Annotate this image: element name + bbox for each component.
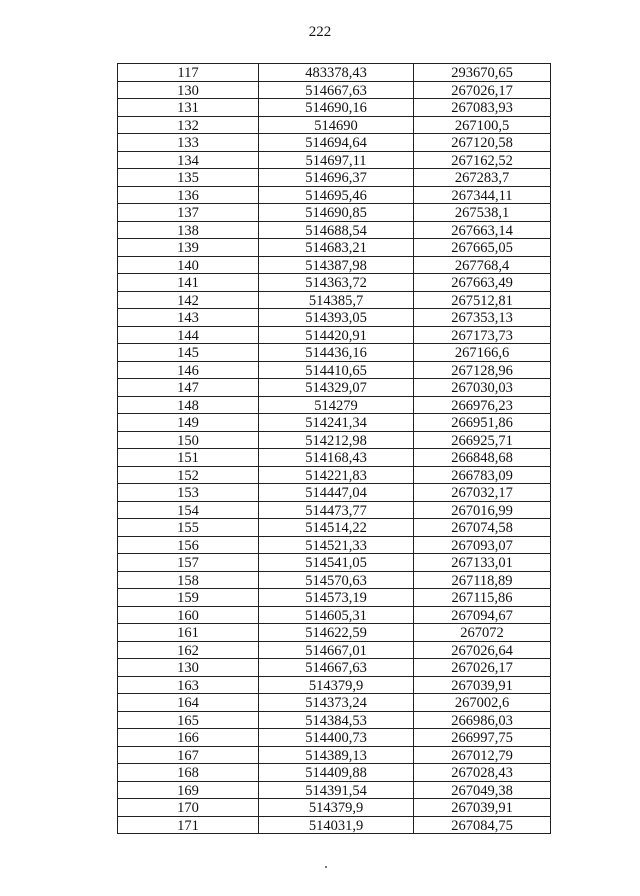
point-number-cell: 136	[118, 186, 259, 204]
table-row	[118, 659, 551, 677]
y-coordinate-cell: 267083,93	[414, 99, 551, 117]
table-row	[118, 676, 551, 694]
y-coordinate-cell: 267039,91	[414, 676, 551, 694]
table-row	[118, 554, 551, 572]
y-coordinate-cell: 266997,75	[414, 729, 551, 747]
table-row	[118, 274, 551, 292]
y-coordinate-cell: 267512,81	[414, 291, 551, 309]
table-row	[118, 624, 551, 642]
table-row	[118, 484, 551, 502]
point-number-cell: 149	[118, 414, 259, 432]
x-coordinate-cell: 514400,73	[259, 729, 414, 747]
table-row	[118, 711, 551, 729]
point-number-cell: 144	[118, 326, 259, 344]
x-coordinate-cell: 514447,04	[259, 484, 414, 502]
x-coordinate-cell: 514473,77	[259, 501, 414, 519]
table-row	[118, 431, 551, 449]
y-coordinate-cell: 267039,91	[414, 799, 551, 817]
y-coordinate-cell: 267002,6	[414, 694, 551, 712]
x-coordinate-cell: 514688,54	[259, 221, 414, 239]
y-coordinate-cell: 267344,11	[414, 186, 551, 204]
point-number-cell: 142	[118, 291, 259, 309]
y-coordinate-cell: 267663,14	[414, 221, 551, 239]
point-number-cell: 139	[118, 239, 259, 257]
table-row	[118, 204, 551, 222]
table-row	[118, 151, 551, 169]
page-number: 222	[308, 24, 332, 40]
point-number-cell: 151	[118, 449, 259, 467]
x-coordinate-cell: 514690,85	[259, 204, 414, 222]
x-coordinate-cell: 514695,46	[259, 186, 414, 204]
x-coordinate-cell: 514379,9	[259, 676, 414, 694]
table-row	[118, 64, 551, 82]
x-coordinate-cell: 514379,9	[259, 799, 414, 817]
table-row	[118, 449, 551, 467]
y-coordinate-cell: 267665,05	[414, 239, 551, 257]
y-coordinate-cell: 267768,4	[414, 256, 551, 274]
x-coordinate-cell: 514570,63	[259, 571, 414, 589]
table-row	[118, 186, 551, 204]
x-coordinate-cell: 514541,05	[259, 554, 414, 572]
table-row	[118, 501, 551, 519]
x-coordinate-cell: 514373,24	[259, 694, 414, 712]
table-row	[118, 309, 551, 327]
x-coordinate-cell: 514393,05	[259, 309, 414, 327]
x-coordinate-cell: 514667,01	[259, 641, 414, 659]
table-row	[118, 99, 551, 117]
x-coordinate-cell: 514420,91	[259, 326, 414, 344]
point-number-cell: 163	[118, 676, 259, 694]
x-coordinate-cell: 514409,88	[259, 764, 414, 782]
table-row	[118, 81, 551, 99]
x-coordinate-cell: 514212,98	[259, 431, 414, 449]
point-number-cell: 162	[118, 641, 259, 659]
x-coordinate-cell: 514241,34	[259, 414, 414, 432]
x-coordinate-cell: 514683,21	[259, 239, 414, 257]
coordinates-table-body	[118, 64, 551, 834]
table-row	[118, 291, 551, 309]
table-row	[118, 256, 551, 274]
point-number-cell: 135	[118, 169, 259, 187]
point-number-cell: 143	[118, 309, 259, 327]
x-coordinate-cell: 514031,9	[259, 816, 414, 834]
y-coordinate-cell: 267283,7	[414, 169, 551, 187]
x-coordinate-cell: 514168,43	[259, 449, 414, 467]
table-row	[118, 221, 551, 239]
table-row	[118, 606, 551, 624]
point-number-cell: 169	[118, 781, 259, 799]
x-coordinate-cell: 514605,31	[259, 606, 414, 624]
point-number-cell: 133	[118, 134, 259, 152]
point-number-cell: 160	[118, 606, 259, 624]
table-row	[118, 414, 551, 432]
y-coordinate-cell: 267026,17	[414, 659, 551, 677]
point-number-cell: 130	[118, 659, 259, 677]
x-coordinate-cell: 514514,22	[259, 519, 414, 537]
x-coordinate-cell: 514385,7	[259, 291, 414, 309]
y-coordinate-cell: 267128,96	[414, 361, 551, 379]
x-coordinate-cell: 514221,83	[259, 466, 414, 484]
table-row	[118, 589, 551, 607]
table-row	[118, 239, 551, 257]
point-number-cell: 132	[118, 116, 259, 134]
y-coordinate-cell: 267084,75	[414, 816, 551, 834]
table-row	[118, 799, 551, 817]
y-coordinate-cell: 267115,86	[414, 589, 551, 607]
point-number-cell: 154	[118, 501, 259, 519]
y-coordinate-cell: 267016,99	[414, 501, 551, 519]
point-number-cell: 145	[118, 344, 259, 362]
point-number-cell: 147	[118, 379, 259, 397]
point-number-cell: 134	[118, 151, 259, 169]
point-number-cell: 167	[118, 746, 259, 764]
point-number-cell: 153	[118, 484, 259, 502]
table-row	[118, 729, 551, 747]
x-coordinate-cell: 514667,63	[259, 81, 414, 99]
point-number-cell: 117	[118, 64, 259, 82]
y-coordinate-cell: 267026,17	[414, 81, 551, 99]
y-coordinate-cell: 267094,67	[414, 606, 551, 624]
table-row	[118, 781, 551, 799]
y-coordinate-cell: 267074,58	[414, 519, 551, 537]
point-number-cell: 159	[118, 589, 259, 607]
y-coordinate-cell: 266925,71	[414, 431, 551, 449]
x-coordinate-cell: 483378,43	[259, 64, 414, 82]
y-coordinate-cell: 267538,1	[414, 204, 551, 222]
table-row	[118, 379, 551, 397]
point-number-cell: 171	[118, 816, 259, 834]
point-number-cell: 155	[118, 519, 259, 537]
x-coordinate-cell: 514622,59	[259, 624, 414, 642]
table-row	[118, 169, 551, 187]
x-coordinate-cell: 514521,33	[259, 536, 414, 554]
point-number-cell: 138	[118, 221, 259, 239]
x-coordinate-cell: 514391,54	[259, 781, 414, 799]
x-coordinate-cell: 514363,72	[259, 274, 414, 292]
point-number-cell: 164	[118, 694, 259, 712]
table-row	[118, 571, 551, 589]
x-coordinate-cell: 514697,11	[259, 151, 414, 169]
point-number-cell: 140	[118, 256, 259, 274]
y-coordinate-cell: 267032,17	[414, 484, 551, 502]
point-number-cell: 165	[118, 711, 259, 729]
y-coordinate-cell: 267072	[414, 624, 551, 642]
coordinates-table	[117, 63, 551, 834]
table-row	[118, 326, 551, 344]
y-coordinate-cell: 267093,07	[414, 536, 551, 554]
y-coordinate-cell: 267166,6	[414, 344, 551, 362]
table-row	[118, 396, 551, 414]
point-number-cell: 157	[118, 554, 259, 572]
y-coordinate-cell: 266848,68	[414, 449, 551, 467]
table-row	[118, 361, 551, 379]
point-number-cell: 156	[118, 536, 259, 554]
point-number-cell: 150	[118, 431, 259, 449]
y-coordinate-cell: 267028,43	[414, 764, 551, 782]
y-coordinate-cell: 266976,23	[414, 396, 551, 414]
y-coordinate-cell: 266783,09	[414, 466, 551, 484]
table-row	[118, 116, 551, 134]
x-coordinate-cell: 514410,65	[259, 361, 414, 379]
table-row	[118, 764, 551, 782]
table-row	[118, 641, 551, 659]
x-coordinate-cell: 514690,16	[259, 99, 414, 117]
x-coordinate-cell: 514573,19	[259, 589, 414, 607]
scan-speck	[325, 866, 327, 868]
y-coordinate-cell: 267026,64	[414, 641, 551, 659]
y-coordinate-cell: 267173,73	[414, 326, 551, 344]
y-coordinate-cell: 267118,89	[414, 571, 551, 589]
point-number-cell: 146	[118, 361, 259, 379]
y-coordinate-cell: 266951,86	[414, 414, 551, 432]
y-coordinate-cell: 266986,03	[414, 711, 551, 729]
y-coordinate-cell: 267353,13	[414, 309, 551, 327]
point-number-cell: 166	[118, 729, 259, 747]
y-coordinate-cell: 267120,58	[414, 134, 551, 152]
x-coordinate-cell: 514696,37	[259, 169, 414, 187]
x-coordinate-cell: 514667,63	[259, 659, 414, 677]
point-number-cell: 130	[118, 81, 259, 99]
x-coordinate-cell: 514279	[259, 396, 414, 414]
x-coordinate-cell: 514389,13	[259, 746, 414, 764]
table-row	[118, 134, 551, 152]
table-row	[118, 344, 551, 362]
table-row	[118, 536, 551, 554]
x-coordinate-cell: 514694,64	[259, 134, 414, 152]
y-coordinate-cell: 267012,79	[414, 746, 551, 764]
x-coordinate-cell: 514387,98	[259, 256, 414, 274]
x-coordinate-cell: 514436,16	[259, 344, 414, 362]
point-number-cell: 168	[118, 764, 259, 782]
x-coordinate-cell: 514690	[259, 116, 414, 134]
point-number-cell: 141	[118, 274, 259, 292]
point-number-cell: 131	[118, 99, 259, 117]
point-number-cell: 148	[118, 396, 259, 414]
table-row	[118, 466, 551, 484]
y-coordinate-cell: 267049,38	[414, 781, 551, 799]
y-coordinate-cell: 267133,01	[414, 554, 551, 572]
point-number-cell: 161	[118, 624, 259, 642]
point-number-cell: 137	[118, 204, 259, 222]
y-coordinate-cell: 267663,49	[414, 274, 551, 292]
x-coordinate-cell: 514329,07	[259, 379, 414, 397]
y-coordinate-cell: 267030,03	[414, 379, 551, 397]
x-coordinate-cell: 514384,53	[259, 711, 414, 729]
point-number-cell: 152	[118, 466, 259, 484]
point-number-cell: 158	[118, 571, 259, 589]
y-coordinate-cell: 267100,5	[414, 116, 551, 134]
table-row	[118, 519, 551, 537]
table-row	[118, 746, 551, 764]
point-number-cell: 170	[118, 799, 259, 817]
table-row	[118, 694, 551, 712]
y-coordinate-cell: 267162,52	[414, 151, 551, 169]
y-coordinate-cell: 293670,65	[414, 64, 551, 82]
table-row	[118, 816, 551, 834]
